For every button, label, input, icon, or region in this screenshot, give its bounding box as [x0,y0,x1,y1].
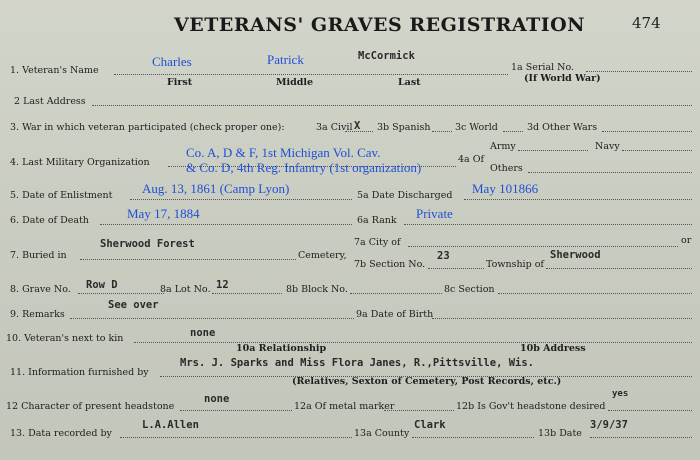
rank-line [404,224,692,225]
gov-headstone-line [608,410,692,411]
serial-no-line [586,71,692,72]
address-line [92,105,692,106]
recorded-date-value: 3/9/37 [590,419,628,431]
spanish-label: 3b Spanish [377,122,431,133]
grave-line [78,293,164,294]
section-value: 23 [437,250,450,262]
section-label: 7b Section No. [354,259,426,270]
gov-headstone-label: 12b Is Gov't headstone desired [456,401,606,412]
form-title: VETERANS' GRAVES REGISTRATION [174,14,586,36]
county-value: Clark [414,419,446,431]
discharged-label: 5a Date Discharged [357,190,453,201]
discharged-value: May 101866 [472,181,539,196]
enlistment-value: Aug. 13, 1861 (Camp Lyon) [142,181,290,196]
kin-value: none [190,327,216,339]
world-line [503,131,523,132]
other-wars-line [602,131,692,132]
informant-label: 11. Information furnished by [10,367,149,378]
grave-label: 8. Grave No. [10,284,71,295]
grave-section-line [498,293,692,294]
or-label: or [681,235,692,246]
war-label: 3. War in which veteran participated (check proper one): [10,122,285,133]
headstone-line [180,410,292,411]
rank-value: Private [416,206,453,221]
grave-value: Row D [86,279,118,291]
city-line [408,246,678,247]
org-label: 4. Last Military Organization [10,157,150,168]
serial-no-note: (If World War) [524,73,601,84]
army-label: Army [490,141,516,152]
middle-name-value: Patrick [267,52,304,67]
last-caption: Last [398,77,421,88]
army-line [518,150,588,151]
township-line [546,268,692,269]
birth-line [432,318,692,319]
buried-value: Sherwood Forest [100,238,195,250]
others-line [528,172,692,173]
recorder-line [120,437,352,438]
cemetery-label: Cemetery, [298,250,347,261]
enlistment-label: 5. Date of Enlistment [10,190,113,201]
middle-caption: Middle [276,77,314,88]
last-address-label: 2 Last Address [14,96,86,107]
navy-label: Navy [595,141,620,152]
serial-number: 474 [632,14,661,32]
discharged-line [464,199,692,200]
death-label: 6. Date of Death [10,215,89,226]
headstone-value: none [204,393,230,405]
block-label: 8b Block No. [286,284,348,295]
others-label: Others [490,163,523,174]
org-line1-value: Co. A, D & F, 1st Michigan Vol. Cav. [186,145,381,160]
city-label: 7a City of [354,237,401,248]
remarks-value: See over [108,299,159,311]
veteran-name-label: 1. Veteran's Name [10,65,99,76]
headstone-label: 12 Character of present headstone [6,401,175,412]
other-wars-label: 3d Other Wars [527,122,598,133]
relationship-caption: 10a Relationship [236,343,327,354]
township-label: Township of [486,259,544,270]
kin-line [134,342,692,343]
metal-marker-label: 12a Of metal marker [294,401,395,412]
metal-marker-line [384,410,454,411]
rank-label: 6a Rank [357,215,397,226]
death-value: May 17, 1884 [127,206,200,221]
enlistment-line [130,199,352,200]
section-line [428,268,484,269]
grave-section-label: 8c Section [444,284,495,295]
recorder-value: L.A.Allen [142,419,199,431]
spanish-line [432,131,452,132]
first-name-value: Charles [152,54,192,69]
county-label: 13a County [354,428,410,439]
civil-line [345,131,373,132]
informant-value: Mrs. J. Sparks and Miss Flora Janes, R.,Pittsville, Wis. [180,357,535,369]
gov-headstone-value: yes [612,389,629,399]
recorder-label: 13. Data recorded by [10,428,112,439]
recorded-date-label: 13b Date [538,428,582,439]
recorded-date-line [590,437,692,438]
buried-line [80,259,296,260]
remarks-label: 9. Remarks [10,309,65,320]
org-of-label: 4a Of [458,154,485,165]
lot-label: 8a Lot No. [160,284,211,295]
lot-line [212,293,282,294]
kin-label: 10. Veteran's next to kin [6,333,124,344]
navy-line [622,150,692,151]
informant-note: (Relatives, Sexton of Cemetery, Post Records, etc.) [292,376,562,387]
remarks-line [70,318,354,319]
birth-label: 9a Date of Birth [356,309,434,320]
block-line [350,293,442,294]
buried-label: 7. Buried in [10,250,67,261]
civil-label: 3a Civil [316,122,353,133]
township-value: Sherwood [550,249,601,261]
serial-no-label: 1a Serial No. [511,62,575,73]
lot-value: 12 [216,279,229,291]
org-line2-value: & Co. D, 4th Reg. Infantry (1st organization) [186,160,422,175]
county-line [412,437,534,438]
world-label: 3c World [455,122,498,133]
death-line [100,224,352,225]
name-line [114,74,508,75]
civil-checkmark: X [354,120,361,132]
first-caption: First [167,77,193,88]
address-caption: 10b Address [520,343,586,354]
last-name-value: McCormick [358,50,415,62]
